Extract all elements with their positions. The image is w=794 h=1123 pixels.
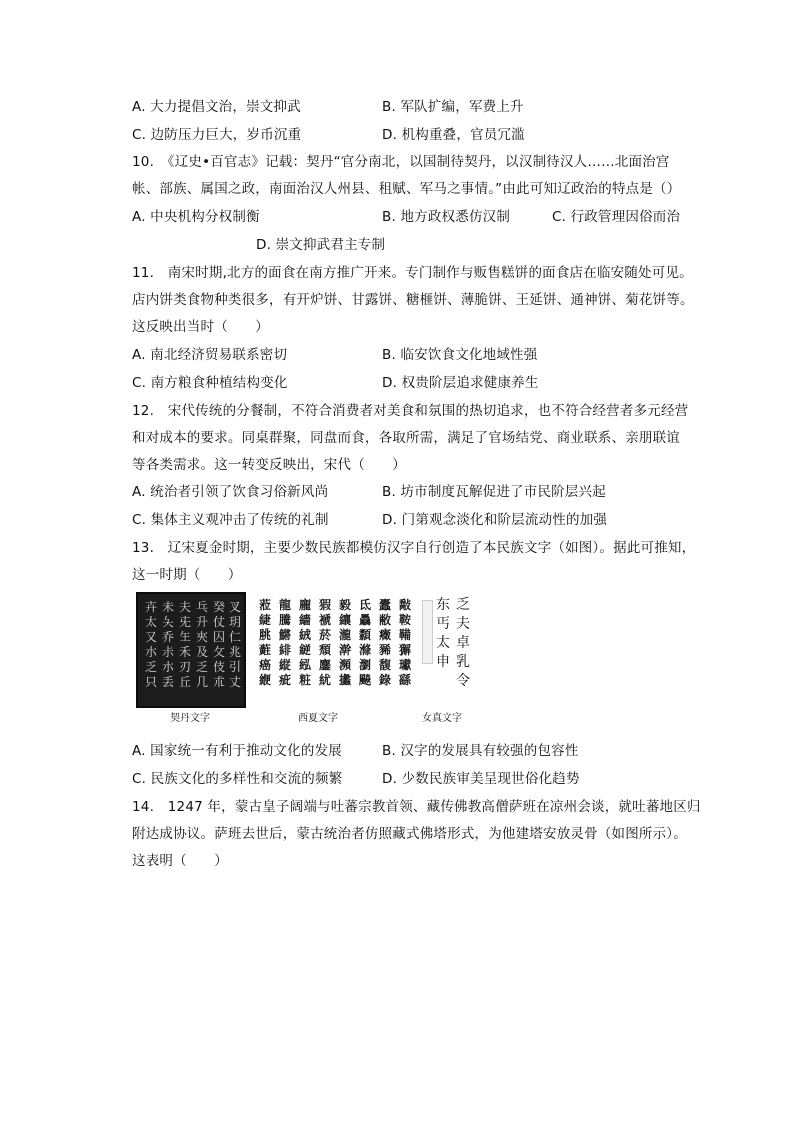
q10-stem-line1: 10. 《辽史•百官志》记载：契丹“官分南北，以国制待契丹，以汉制待汉人……北面治宫 (132, 154, 670, 170)
q10-option-b: B. 地方政权悉仿汉制 (382, 209, 511, 225)
jurchen-inscription-strip (422, 600, 433, 664)
q13-option-c: C. 民族文化的多样性和交流的频繁 (132, 771, 343, 787)
q12-stem-line1: 12. 宋代传统的分餐制，不符合消费者对美食和氛围的热切追求，也不符合经营者多元经营 (132, 403, 689, 419)
jurchen-script-image: 东 丐 太 申 乏 夫 卓 乳 令 (422, 592, 472, 708)
scripts-figure (134, 592, 472, 726)
q11-option-d: D. 权贵阶层追求健康养生 (382, 375, 539, 391)
q10-option-a: A. 中央机构分权制衡 (132, 209, 260, 225)
q11-stem-line2: 店内饼类食物种类很多，有开炉饼、甘露饼、糖榧饼、薄脆饼、王延饼、通神饼、菊花饼等。 (132, 292, 694, 308)
q10-stem-line2: 帐、部族、属国之政，南面治汉人州县、租赋、军马之事情。”由此可知辽政治的特点是（） (132, 181, 681, 197)
q12-option-a: A. 统治者引领了饮食习俗新风尚 (132, 484, 329, 500)
q13-option-d: D. 少数民族审美呈现世俗化趋势 (382, 771, 580, 787)
q11-option-a: A. 南北经济贸易联系密切 (132, 347, 288, 363)
q9-option-c: C. 边防压力巨大，岁币沉重 (132, 127, 302, 143)
q12-stem-line3: 等各类需求。这一转变反映出，宋代（ ） (132, 457, 406, 473)
q10-option-d: D. 崇文抑武君主专制 (256, 237, 386, 253)
q14-stem-line2: 附达成协议。萨班去世后，蒙古统治者仿照藏式佛塔形式，为他建塔安放灵骨（如图所示）。 (132, 826, 687, 842)
q13-stem-line2: 这一时期（ ） (132, 567, 242, 583)
q11-option-b: B. 临安饮食文化地域性强 (382, 347, 538, 363)
q11-stem-line1: 11. 南宋时期,北方的面食在南方推广开来。专门制作与贩售糕饼的面食店在临安随处可见。 (132, 265, 693, 281)
caption-jurchen: 女真文字 (422, 713, 462, 724)
caption-xixia: 西夏文字 (298, 713, 338, 724)
q10-option-c: C. 行政管理因俗而治 (552, 209, 681, 225)
q13-option-a: A. 国家统一有利于推动文化的发展 (132, 743, 342, 759)
q11-option-c: C. 南方粮食种植结构变化 (132, 375, 288, 391)
khitan-script-image: 卉 太 又 朩 乏 只 未 夨 乔 尗 朩 丢 夫 兂 玍 禾 刃 丘 乓 升 夾 及 乏 几 癸 仗 囚 攵 伎 朮 叉 玥 仁 兆 引 丈 (136, 592, 246, 708)
q12-option-c: C. 集体主义观冲击了传统的礼制 (132, 512, 329, 528)
q14-stem-line1: 14. 1247 年，蒙古皇子阔端与吐蕃宗教首领、藏传佛教高僧萨班在凉州会谈，就吐蕃地区归 (132, 799, 701, 815)
q12-option-d: D. 门第观念淡化和阶层流动性的加强 (382, 512, 608, 528)
q14-stem-line3: 这表明（ ） (132, 853, 228, 869)
caption-khitan: 契丹文字 (170, 713, 210, 724)
q9-option-a: A. 大力提倡文治，崇文抑武 (132, 99, 301, 115)
xixia-script-image: 蒞 緁 脁 蘣 癌 緶 龍 騰 鱂 緋 縦 疵 龐 繬 絨 縌 紭 粧 猳 褫 菸 頹 鏖 紌 毅 纕 瀧 澣 瀕 攭 氐 驫 纇 滌 瀏 飈 蠹 敝 癥 豨 馥 錄 敽 鞍 鞴 獬 瓛 繇 (254, 592, 414, 708)
q9-option-b: B. 军队扩编，军费上升 (382, 99, 524, 115)
q12-option-b: B. 坊市制度瓦解促进了市民阶层兴起 (382, 484, 606, 500)
q13-stem-line1: 13. 辽宋夏金时期，主要少数民族都模仿汉字自行创造了本民族文字（如图）。据此可推知， (132, 540, 696, 556)
q11-stem-line3: 这反映出当时（ ） (132, 319, 269, 335)
q9-option-d: D. 机构重叠，官员冗滥 (382, 127, 525, 143)
q13-option-b: B. 汉字的发展具有较强的包容性 (382, 743, 579, 759)
q12-stem-line2: 和对成本的要求。同桌群聚，同盘而食，各取所需，满足了官场结党、商业联系、亲朋联谊 (132, 430, 680, 446)
